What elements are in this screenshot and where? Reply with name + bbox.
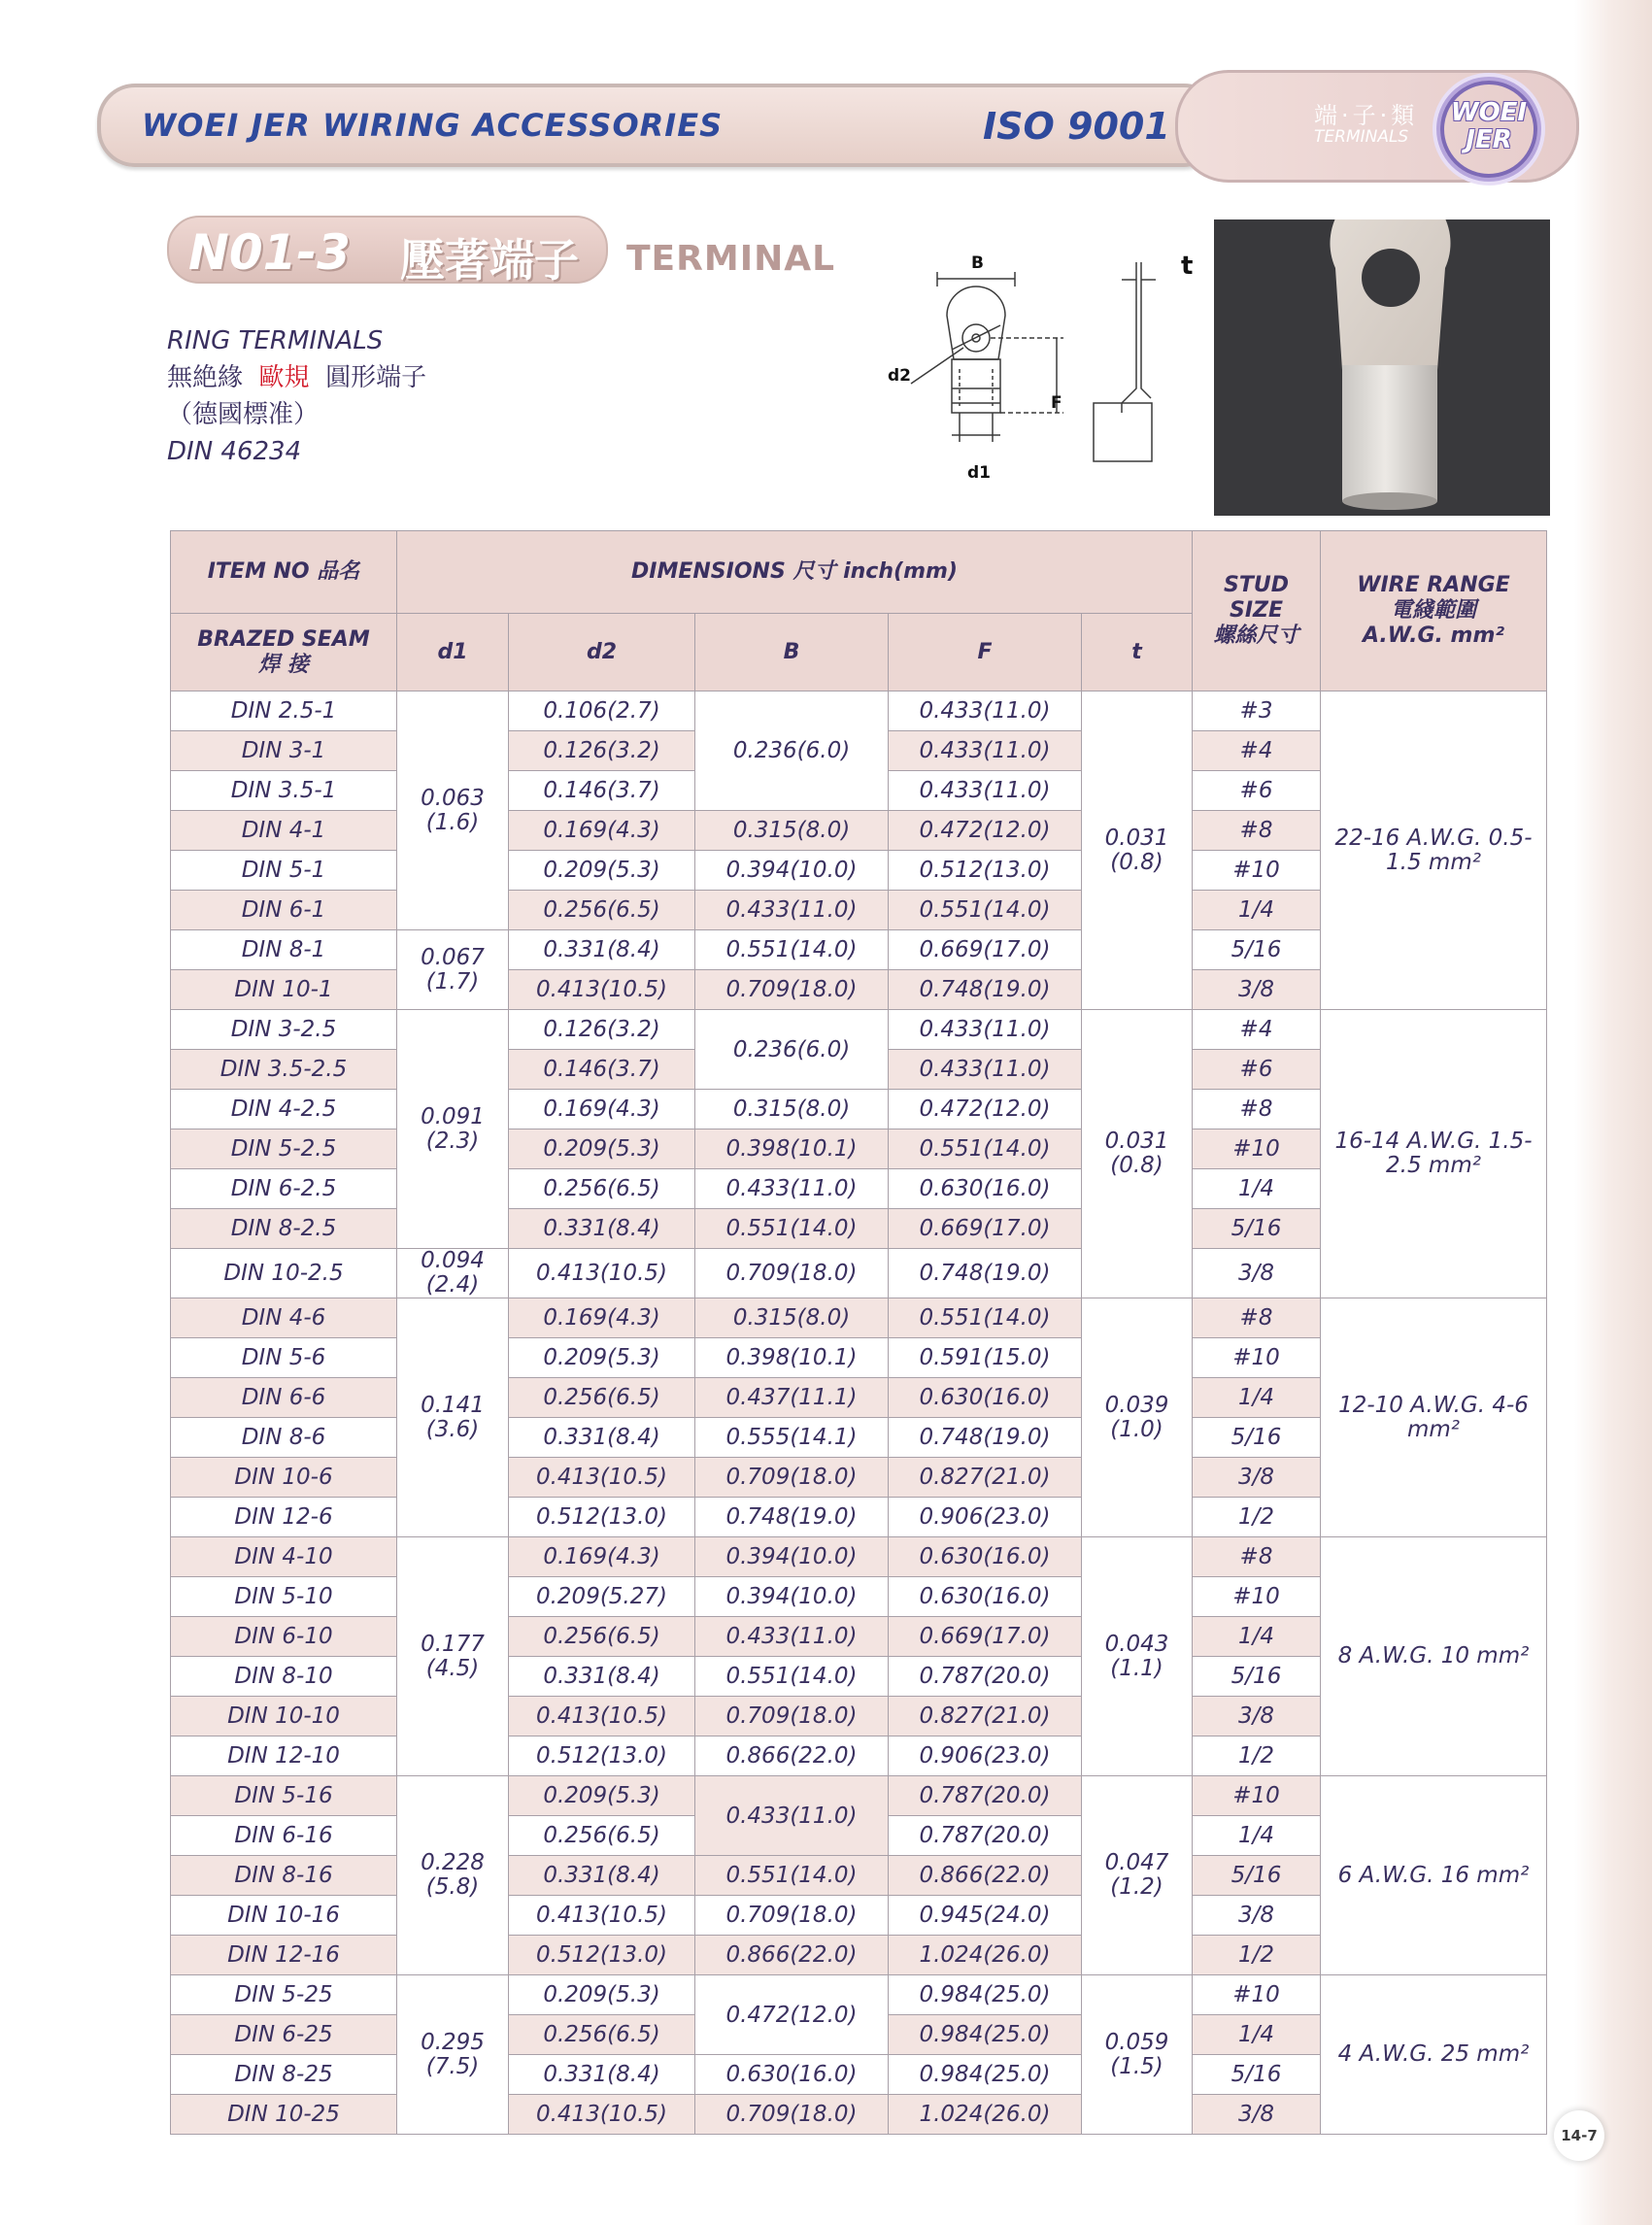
cell-d2: 0.512(13.0) (509, 1736, 695, 1776)
cell-item-no: DIN 6-2.5 (171, 1169, 397, 1209)
cell-d1: 0.177 (4.5) (397, 1537, 509, 1776)
cell-item-no: DIN 5-16 (171, 1776, 397, 1816)
cell-stud-size: #3 (1193, 691, 1321, 731)
cell-d1: 0.091 (2.3) (397, 1010, 509, 1249)
cell-stud-size: #10 (1193, 1776, 1321, 1816)
cell-item-no: DIN 8-2.5 (171, 1209, 397, 1249)
cell-stud-size: 3/8 (1193, 1458, 1321, 1498)
desc-line-3: （德國標准） (167, 400, 320, 429)
header-b: B (695, 614, 889, 691)
cell-t: 0.031 (0.8) (1082, 691, 1193, 1010)
cell-item-no: DIN 12-16 (171, 1936, 397, 1975)
cell-wire-range: 4 A.W.G. 25 mm² (1321, 1975, 1547, 2135)
header-stud-line2: SIZE (1229, 598, 1283, 623)
cell-item-no: DIN 2.5-1 (171, 691, 397, 731)
cell-item-no: DIN 8-25 (171, 2055, 397, 2095)
table-row (171, 691, 1547, 731)
cell-b: 0.437(11.1) (695, 1378, 889, 1418)
header-t: t (1082, 614, 1193, 691)
cell-wire-range: 16-14 A.W.G. 1.5-2.5 mm² (1321, 1010, 1547, 1298)
product-title-en: TERMINAL (626, 239, 836, 279)
cell-stud-size: 3/8 (1193, 1249, 1321, 1298)
cell-item-no: DIN 3.5-1 (171, 771, 397, 811)
cell-item-no: DIN 6-1 (171, 891, 397, 930)
cell-stud-size: #10 (1193, 1338, 1321, 1378)
cell-b: 0.315(8.0) (695, 811, 889, 851)
company-name: WOEI JER WIRING ACCESSORIES (142, 107, 724, 144)
diagram-label-d2: d2 (888, 366, 911, 386)
desc-line-1: RING TERMINALS (167, 326, 384, 355)
product-title-cn: 壓著端子 (400, 234, 579, 287)
cell-b: 0.709(18.0) (695, 2095, 889, 2135)
cell-d2: 0.169(4.3) (509, 811, 695, 851)
cell-stud-size: 1/2 (1193, 1736, 1321, 1776)
cell-b: 0.433(11.0) (695, 1169, 889, 1209)
cell-f: 0.669(17.0) (889, 1617, 1082, 1657)
cell-d2: 0.331(8.4) (509, 1209, 695, 1249)
cell-item-no: DIN 10-6 (171, 1458, 397, 1498)
page-number: 14-7 (1554, 2110, 1604, 2161)
logo-badge (1440, 81, 1537, 178)
cell-f: 0.630(16.0) (889, 1378, 1082, 1418)
cell-b: 0.551(14.0) (695, 1209, 889, 1249)
cell-d2: 0.256(6.5) (509, 1617, 695, 1657)
cell-stud-size: 3/8 (1193, 1697, 1321, 1736)
page-side-strip (1574, 0, 1652, 2225)
desc-line-4: DIN 46234 (167, 437, 302, 466)
cell-stud-size: 5/16 (1193, 1856, 1321, 1896)
table-row (171, 1298, 1547, 1338)
spec-table (170, 530, 1547, 2135)
cell-item-no: DIN 10-1 (171, 970, 397, 1010)
cell-f: 0.433(11.0) (889, 691, 1082, 731)
cell-item-no: DIN 6-6 (171, 1378, 397, 1418)
cell-d2: 0.331(8.4) (509, 1657, 695, 1697)
header-stud-line3: 螺絲尺寸 (1213, 624, 1299, 648)
cell-item-no: DIN 5-25 (171, 1975, 397, 2015)
cell-d2: 0.256(6.5) (509, 2015, 695, 2055)
cell-item-no: DIN 5-2.5 (171, 1129, 397, 1169)
cell-stud-size: #10 (1193, 1975, 1321, 2015)
table-row (171, 1537, 1547, 1577)
cell-b: 0.394(10.0) (695, 851, 889, 891)
cell-f: 0.630(16.0) (889, 1169, 1082, 1209)
diagram-label-f: F (1051, 393, 1062, 413)
cell-wire-range: 8 A.W.G. 10 mm² (1321, 1537, 1547, 1776)
brand-logo (1175, 70, 1579, 183)
cell-d1: 0.228 (5.8) (397, 1776, 509, 1975)
header-wire-line3: A.W.G. mm² (1362, 624, 1505, 648)
cell-f: 0.472(12.0) (889, 1090, 1082, 1129)
cell-item-no: DIN 8-6 (171, 1418, 397, 1458)
cell-b: 0.551(14.0) (695, 1657, 889, 1697)
cell-f: 0.906(23.0) (889, 1736, 1082, 1776)
cell-f: 0.433(11.0) (889, 1050, 1082, 1090)
cell-item-no: DIN 12-6 (171, 1498, 397, 1537)
header-wire-line1: WIRE RANGE (1357, 573, 1510, 597)
product-description (167, 322, 426, 470)
cell-b: 0.433(11.0) (695, 1617, 889, 1657)
cell-f: 0.512(13.0) (889, 851, 1082, 891)
cell-stud-size: 1/4 (1193, 1816, 1321, 1856)
product-code: N01-3 (188, 224, 351, 281)
cell-b: 0.394(10.0) (695, 1537, 889, 1577)
cell-f: 0.827(21.0) (889, 1697, 1082, 1736)
desc-line-2 (167, 359, 426, 396)
cell-item-no: DIN 6-10 (171, 1617, 397, 1657)
logo-badge-line2: JER (1466, 125, 1512, 154)
cell-d2: 0.331(8.4) (509, 2055, 695, 2095)
cell-d2: 0.413(10.5) (509, 1697, 695, 1736)
cell-d2: 0.256(6.5) (509, 1378, 695, 1418)
header-brazed-line1: BRAZED SEAM (197, 626, 370, 652)
cell-t: 0.039 (1.0) (1082, 1298, 1193, 1537)
cell-f: 0.945(24.0) (889, 1896, 1082, 1936)
cell-d2: 0.512(13.0) (509, 1936, 695, 1975)
table-row (171, 1010, 1547, 1050)
cell-stud-size: 1/4 (1193, 891, 1321, 930)
cell-stud-size: #10 (1193, 1577, 1321, 1617)
cell-b: 0.551(14.0) (695, 1856, 889, 1896)
cell-f: 0.630(16.0) (889, 1537, 1082, 1577)
cell-f: 0.551(14.0) (889, 891, 1082, 930)
diagram-label-b: B (971, 253, 984, 273)
cell-d2: 0.209(5.3) (509, 851, 695, 891)
cell-b: 0.866(22.0) (695, 1736, 889, 1776)
table-row (171, 1975, 1547, 2015)
cell-stud-size: #8 (1193, 1298, 1321, 1338)
cell-d1: 0.141 (3.6) (397, 1298, 509, 1537)
cell-d2: 0.413(10.5) (509, 1458, 695, 1498)
cell-stud-size: #6 (1193, 771, 1321, 811)
cell-b: 0.472(12.0) (695, 1975, 889, 2055)
cell-d2: 0.256(6.5) (509, 1816, 695, 1856)
cell-item-no: DIN 4-2.5 (171, 1090, 397, 1129)
cell-f: 0.551(14.0) (889, 1298, 1082, 1338)
cell-item-no: DIN 8-1 (171, 930, 397, 970)
cell-f: 0.984(25.0) (889, 2015, 1082, 2055)
cell-b: 0.551(14.0) (695, 930, 889, 970)
header-wire-line2: 電綫範圍 (1390, 598, 1476, 623)
cell-d2: 0.169(4.3) (509, 1537, 695, 1577)
header-bar (97, 84, 1222, 167)
cell-t: 0.047 (1.2) (1082, 1776, 1193, 1975)
cell-stud-size: #6 (1193, 1050, 1321, 1090)
header-stud-line1: STUD (1224, 573, 1289, 597)
cell-b: 0.433(11.0) (695, 891, 889, 930)
cell-b: 0.709(18.0) (695, 1249, 889, 1298)
cell-item-no: DIN 5-6 (171, 1338, 397, 1378)
cell-f: 0.827(21.0) (889, 1458, 1082, 1498)
cell-stud-size: 1/4 (1193, 1378, 1321, 1418)
cell-item-no: DIN 6-25 (171, 2015, 397, 2055)
cell-d1: 0.295 (7.5) (397, 1975, 509, 2135)
cell-item-no: DIN 4-1 (171, 811, 397, 851)
cell-b: 0.398(10.1) (695, 1129, 889, 1169)
cell-stud-size: 5/16 (1193, 930, 1321, 970)
cell-wire-range: 12-10 A.W.G. 4-6 mm² (1321, 1298, 1547, 1537)
cell-stud-size: 1/2 (1193, 1936, 1321, 1975)
cell-f: 1.024(26.0) (889, 1936, 1082, 1975)
cell-d1: 0.063 (1.6) (397, 691, 509, 930)
cell-f: 0.984(25.0) (889, 1975, 1082, 2015)
header-item-no: ITEM NO 品名 (171, 531, 397, 614)
cell-f: 0.472(12.0) (889, 811, 1082, 851)
cell-d2: 0.169(4.3) (509, 1298, 695, 1338)
cell-f: 0.866(22.0) (889, 1856, 1082, 1896)
diagram-label-t: t (1181, 252, 1194, 281)
cell-stud-size: 3/8 (1193, 1896, 1321, 1936)
cell-d2: 0.331(8.4) (509, 930, 695, 970)
cell-b: 0.394(10.0) (695, 1577, 889, 1617)
header-d2: d2 (509, 614, 695, 691)
cell-item-no: DIN 4-10 (171, 1537, 397, 1577)
ring-terminal-photo (1214, 219, 1550, 516)
header-dimensions: DIMENSIONS 尺寸 inch(mm) (397, 531, 1193, 614)
cell-b: 0.236(6.0) (695, 691, 889, 811)
cell-stud-size: #10 (1193, 1129, 1321, 1169)
cell-stud-size: 1/4 (1193, 2015, 1321, 2055)
cell-d2: 0.106(2.7) (509, 691, 695, 731)
terminal-dimension-diagram (874, 243, 1204, 495)
cell-d2: 0.413(10.5) (509, 1896, 695, 1936)
header-brazed-line2: 焊 接 (258, 652, 309, 677)
cell-stud-size: 5/16 (1193, 1418, 1321, 1458)
desc-non-insulated: 無絶緣 (167, 363, 244, 392)
cell-t: 0.059 (1.5) (1082, 1975, 1193, 2135)
cell-f: 0.787(20.0) (889, 1816, 1082, 1856)
cell-stud-size: 5/16 (1193, 2055, 1321, 2095)
header-stud-size (1193, 531, 1321, 691)
cell-b: 0.315(8.0) (695, 1090, 889, 1129)
cell-d2: 0.209(5.3) (509, 1338, 695, 1378)
cell-f: 0.433(11.0) (889, 1010, 1082, 1050)
cell-d2: 0.512(13.0) (509, 1498, 695, 1537)
cell-d2: 0.209(5.3) (509, 1975, 695, 2015)
cell-stud-size: 1/4 (1193, 1169, 1321, 1209)
cell-f: 0.787(20.0) (889, 1776, 1082, 1816)
cell-d2: 0.413(10.5) (509, 970, 695, 1010)
header-wire-range (1321, 531, 1547, 691)
cell-b: 0.236(6.0) (695, 1010, 889, 1090)
cell-stud-size: #4 (1193, 1010, 1321, 1050)
cell-stud-size: #8 (1193, 1537, 1321, 1577)
cell-d2: 0.413(10.5) (509, 1249, 695, 1298)
cell-f: 0.433(11.0) (889, 771, 1082, 811)
cell-d2: 0.413(10.5) (509, 2095, 695, 2135)
cell-d2: 0.169(4.3) (509, 1090, 695, 1129)
logo-badge-line1: WOEI (1450, 98, 1528, 127)
cell-stud-size: #4 (1193, 731, 1321, 771)
cell-d2: 0.256(6.5) (509, 891, 695, 930)
cell-item-no: DIN 5-10 (171, 1577, 397, 1617)
cell-d2: 0.209(5.27) (509, 1577, 695, 1617)
cell-f: 0.551(14.0) (889, 1129, 1082, 1169)
cell-t: 0.043 (1.1) (1082, 1537, 1193, 1776)
cell-d2: 0.146(3.7) (509, 1050, 695, 1090)
table-row (171, 1776, 1547, 1816)
header-f: F (889, 614, 1082, 691)
product-photo (1214, 219, 1550, 516)
cell-b: 0.866(22.0) (695, 1936, 889, 1975)
cell-b: 0.709(18.0) (695, 970, 889, 1010)
cell-item-no: DIN 3-2.5 (171, 1010, 397, 1050)
cell-item-no: DIN 12-10 (171, 1736, 397, 1776)
cell-d2: 0.126(3.2) (509, 731, 695, 771)
cell-b: 0.709(18.0) (695, 1697, 889, 1736)
logo-category-cn: 端·子·類 (1314, 102, 1419, 129)
cell-stud-size: 1/4 (1193, 1617, 1321, 1657)
cell-item-no: DIN 4-6 (171, 1298, 397, 1338)
cell-f: 0.748(19.0) (889, 970, 1082, 1010)
header-d1: d1 (397, 614, 509, 691)
cell-f: 0.433(11.0) (889, 731, 1082, 771)
cell-d2: 0.126(3.2) (509, 1010, 695, 1050)
cell-f: 0.906(23.0) (889, 1498, 1082, 1537)
cell-b: 0.630(16.0) (695, 2055, 889, 2095)
product-title (167, 216, 608, 287)
cell-f: 0.787(20.0) (889, 1657, 1082, 1697)
cell-t: 0.031 (0.8) (1082, 1010, 1193, 1298)
cell-b: 0.433(11.0) (695, 1776, 889, 1856)
cell-item-no: DIN 10-10 (171, 1697, 397, 1736)
cell-wire-range: 6 A.W.G. 16 mm² (1321, 1776, 1547, 1975)
cell-item-no: DIN 3-1 (171, 731, 397, 771)
cell-f: 0.669(17.0) (889, 1209, 1082, 1249)
cell-d1: 0.094 (2.4) (397, 1249, 509, 1298)
cell-f: 0.748(19.0) (889, 1418, 1082, 1458)
cell-item-no: DIN 10-2.5 (171, 1249, 397, 1298)
cell-b: 0.398(10.1) (695, 1338, 889, 1378)
cell-f: 0.748(19.0) (889, 1249, 1082, 1298)
cell-stud-size: 1/2 (1193, 1498, 1321, 1537)
cell-stud-size: #8 (1193, 811, 1321, 851)
cell-item-no: DIN 6-16 (171, 1816, 397, 1856)
cell-item-no: DIN 8-10 (171, 1657, 397, 1697)
desc-ring-terminal: 圓形端子 (325, 363, 427, 392)
header-brazed-seam (171, 614, 397, 691)
cell-item-no: DIN 3.5-2.5 (171, 1050, 397, 1090)
cell-d2: 0.146(3.7) (509, 771, 695, 811)
logo-category-en: TERMINALS (1314, 127, 1409, 147)
desc-euro-standard: 歐規 (258, 363, 310, 392)
cell-stud-size: 3/8 (1193, 970, 1321, 1010)
cell-item-no: DIN 10-16 (171, 1896, 397, 1936)
cell-d2: 0.209(5.3) (509, 1776, 695, 1816)
cell-stud-size: #8 (1193, 1090, 1321, 1129)
cell-f: 0.984(25.0) (889, 2055, 1082, 2095)
cell-stud-size: 5/16 (1193, 1657, 1321, 1697)
cell-item-no: DIN 8-16 (171, 1856, 397, 1896)
cell-d1: 0.067 (1.7) (397, 930, 509, 1010)
cell-f: 1.024(26.0) (889, 2095, 1082, 2135)
cell-stud-size: 3/8 (1193, 2095, 1321, 2135)
cell-d2: 0.331(8.4) (509, 1856, 695, 1896)
diagram-label-d1: d1 (967, 463, 991, 483)
cell-stud-size: 5/16 (1193, 1209, 1321, 1249)
cell-d2: 0.209(5.3) (509, 1129, 695, 1169)
cell-item-no: DIN 10-25 (171, 2095, 397, 2135)
cell-stud-size: #10 (1193, 851, 1321, 891)
cell-b: 0.709(18.0) (695, 1896, 889, 1936)
cell-b: 0.555(14.1) (695, 1418, 889, 1458)
cell-f: 0.669(17.0) (889, 930, 1082, 970)
spec-table-body (171, 691, 1547, 2135)
cell-item-no: DIN 5-1 (171, 851, 397, 891)
cell-f: 0.591(15.0) (889, 1338, 1082, 1378)
cell-f: 0.630(16.0) (889, 1577, 1082, 1617)
cell-d2: 0.331(8.4) (509, 1418, 695, 1458)
cell-b: 0.748(19.0) (695, 1498, 889, 1537)
cell-b: 0.315(8.0) (695, 1298, 889, 1338)
iso-label: ISO 9001 (983, 105, 1170, 148)
cell-d2: 0.256(6.5) (509, 1169, 695, 1209)
cell-wire-range: 22-16 A.W.G. 0.5-1.5 mm² (1321, 691, 1547, 1010)
cell-b: 0.709(18.0) (695, 1458, 889, 1498)
